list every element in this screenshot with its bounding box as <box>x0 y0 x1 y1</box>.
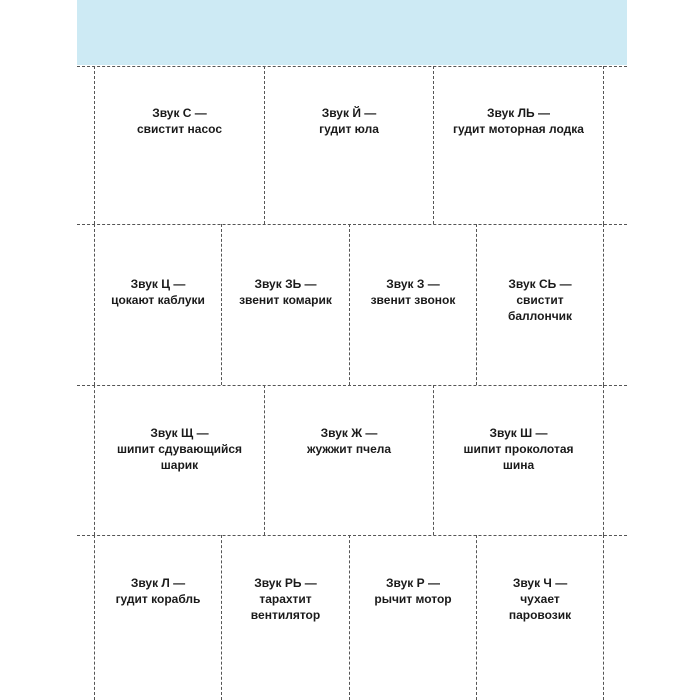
sound-card-l <box>95 575 221 607</box>
cut-line-vertical <box>349 535 350 700</box>
sound-card-z <box>350 276 476 308</box>
sound-card-ts <box>95 276 221 308</box>
sound-card-title: Звук Р — <box>386 576 440 590</box>
sound-card-title: Звук РЬ — <box>254 576 317 590</box>
sound-card-description: цокают каблуки <box>111 293 205 307</box>
cut-line-row2 <box>77 385 627 386</box>
sound-card-title: Звук ЗЬ — <box>254 277 317 291</box>
sound-card-description: свистит насос <box>136 122 222 136</box>
sound-card-title: Звук Ч — <box>512 576 568 590</box>
sound-card-title: Звук З — <box>386 277 440 291</box>
sound-card-title: Звук Щ — <box>150 426 209 440</box>
sound-card-description: звенит комарик <box>239 293 332 307</box>
sound-card-title: Звук Ц — <box>130 277 186 291</box>
sound-card-description: гудит моторная лодка <box>453 122 584 136</box>
sound-card-description: гудит юла <box>319 122 379 136</box>
sound-card-zh <box>265 425 433 457</box>
sound-card-description: гудит корабль <box>115 592 201 606</box>
sound-card-title: Звук СЬ — <box>508 277 572 291</box>
sound-card-shch <box>95 425 264 473</box>
sound-card-title: Звук ЛЬ — <box>487 106 550 120</box>
sound-card-ch <box>477 575 603 623</box>
sound-card-description: тарахтит вентилятор <box>250 592 321 622</box>
cut-line-row1 <box>77 224 627 225</box>
sound-card-description: жужжит пчела <box>306 442 392 456</box>
sound-card-sh <box>434 425 603 473</box>
sound-card-s <box>95 105 264 137</box>
cut-line-vertical <box>433 66 434 224</box>
sound-card-title: Звук Й — <box>321 106 377 120</box>
sound-card-description: шипит проколотая шина <box>463 442 574 472</box>
sound-card-y <box>265 105 433 137</box>
sound-card-s-soft <box>477 276 603 324</box>
cut-line-vertical <box>264 66 265 224</box>
sound-card-title: Звук Ж — <box>320 426 378 440</box>
sound-card-title: Звук Л — <box>130 576 186 590</box>
sound-card-l-soft <box>434 105 603 137</box>
sound-card-title: Звук С — <box>152 106 207 120</box>
cut-line-vertical <box>603 66 604 224</box>
blue-header-band <box>77 0 627 65</box>
cut-line-vertical <box>264 385 265 535</box>
sound-card-r-soft <box>222 575 349 623</box>
sound-card-r <box>350 575 476 607</box>
cut-line-vertical <box>603 224 604 385</box>
sound-card-description: шипит сдувающийся шарик <box>116 442 243 472</box>
sound-card-title: Звук Ш — <box>489 426 548 440</box>
cut-line-vertical <box>94 535 95 700</box>
cut-line-row3 <box>77 535 627 536</box>
sound-card-description: рычит мотор <box>374 592 452 606</box>
cut-line-vertical <box>603 385 604 535</box>
cut-line-vertical <box>603 535 604 700</box>
cut-line-top <box>77 66 627 67</box>
sound-card-z-soft <box>222 276 349 308</box>
sound-card-description: свистит баллончик <box>507 293 573 323</box>
sound-card-description: звенит звонок <box>370 293 456 307</box>
cut-line-vertical <box>94 66 95 224</box>
sound-card-description: чухает паровозик <box>508 592 572 622</box>
